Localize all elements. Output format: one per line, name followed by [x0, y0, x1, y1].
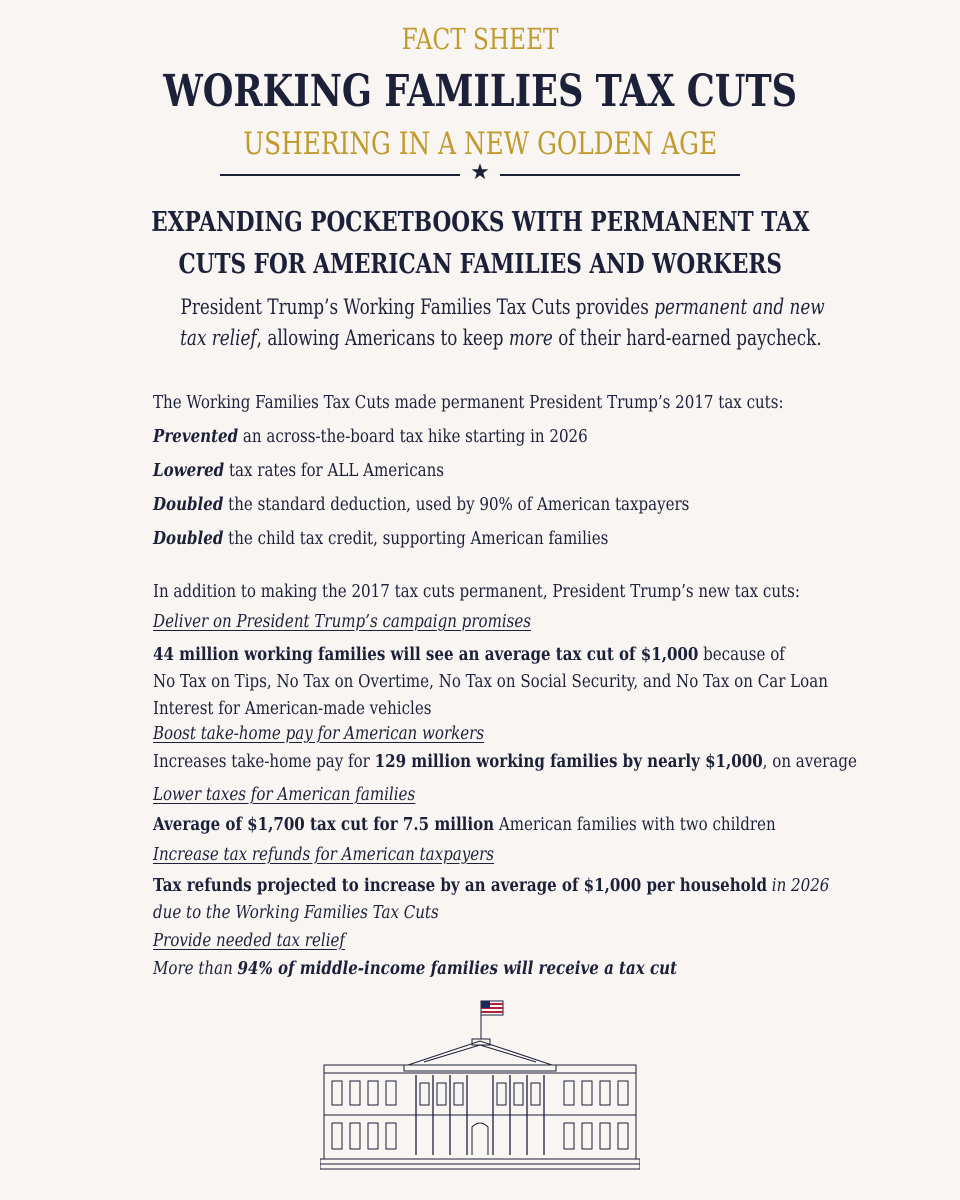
- subsection-body: Tax refunds projected to increase by an average of $1,000 per household in 2026 due to the Working Families Tax Cuts: [153, 876, 830, 923]
- divider-right: [500, 174, 740, 176]
- flag-icon: [481, 1001, 503, 1039]
- subsection-title: Provide needed tax relief: [153, 931, 345, 951]
- intro-paragraph: President Trump’s Working Families Tax Cuts provides permanent and new tax relief, allowing Americans to keep more of their hard-earned paycheck.: [180, 295, 825, 350]
- subsection-title: Deliver on President Trump’s campaign promises: [153, 612, 532, 632]
- subsection-body: More than 94% of middle-income families will receive a tax cut: [153, 959, 678, 979]
- subsection-title: Increase tax refunds for American taxpayers: [153, 845, 495, 865]
- subsection-body: 44 million working families will see an average tax cut of $1,000 because of No Tax on Tips, No Tax on Overtime, No Tax on Social Security, and No Tax on Car Loan Interest for American-made vehicles: [153, 645, 828, 719]
- page-title: WORKING FAMILIES TAX CUTS: [163, 66, 797, 117]
- kicker: FACT SHEET: [401, 22, 559, 56]
- list-item: Doubled the child tax credit, supporting American families: [153, 529, 609, 549]
- new-cuts-heading: In addition to making the 2017 tax cuts permanent, President Trump’s new tax cuts:: [153, 582, 800, 602]
- list-item: Doubled the standard deduction, used by 90% of American taxpayers: [153, 495, 690, 515]
- subsection-title: Lower taxes for American families: [153, 785, 416, 805]
- list-item: Prevented an across-the-board tax hike starting in 2026: [153, 427, 588, 447]
- list-item: Lowered tax rates for ALL Americans: [153, 461, 445, 481]
- page-subtitle: USHERING IN A NEW GOLDEN AGE: [243, 126, 717, 162]
- subsection-body: Average of $1,700 tax cut for 7.5 million American families with two children: [153, 815, 776, 835]
- subsection-title: Boost take-home pay for American workers: [153, 724, 485, 744]
- subsection-body: Increases take-home pay for 129 million working families by nearly $1,000, on average: [153, 752, 857, 772]
- divider-left: [220, 174, 460, 176]
- star-icon: ★: [470, 160, 490, 185]
- permanent-heading: The Working Families Tax Cuts made permanent President Trump’s 2017 tax cuts:: [153, 393, 784, 413]
- white-house-illustration: [320, 995, 640, 1175]
- section-heading: EXPANDING POCKETBOOKS WITH PERMANENT TAX CUTS FOR AMERICAN FAMILIES AND WORKERS: [150, 207, 810, 280]
